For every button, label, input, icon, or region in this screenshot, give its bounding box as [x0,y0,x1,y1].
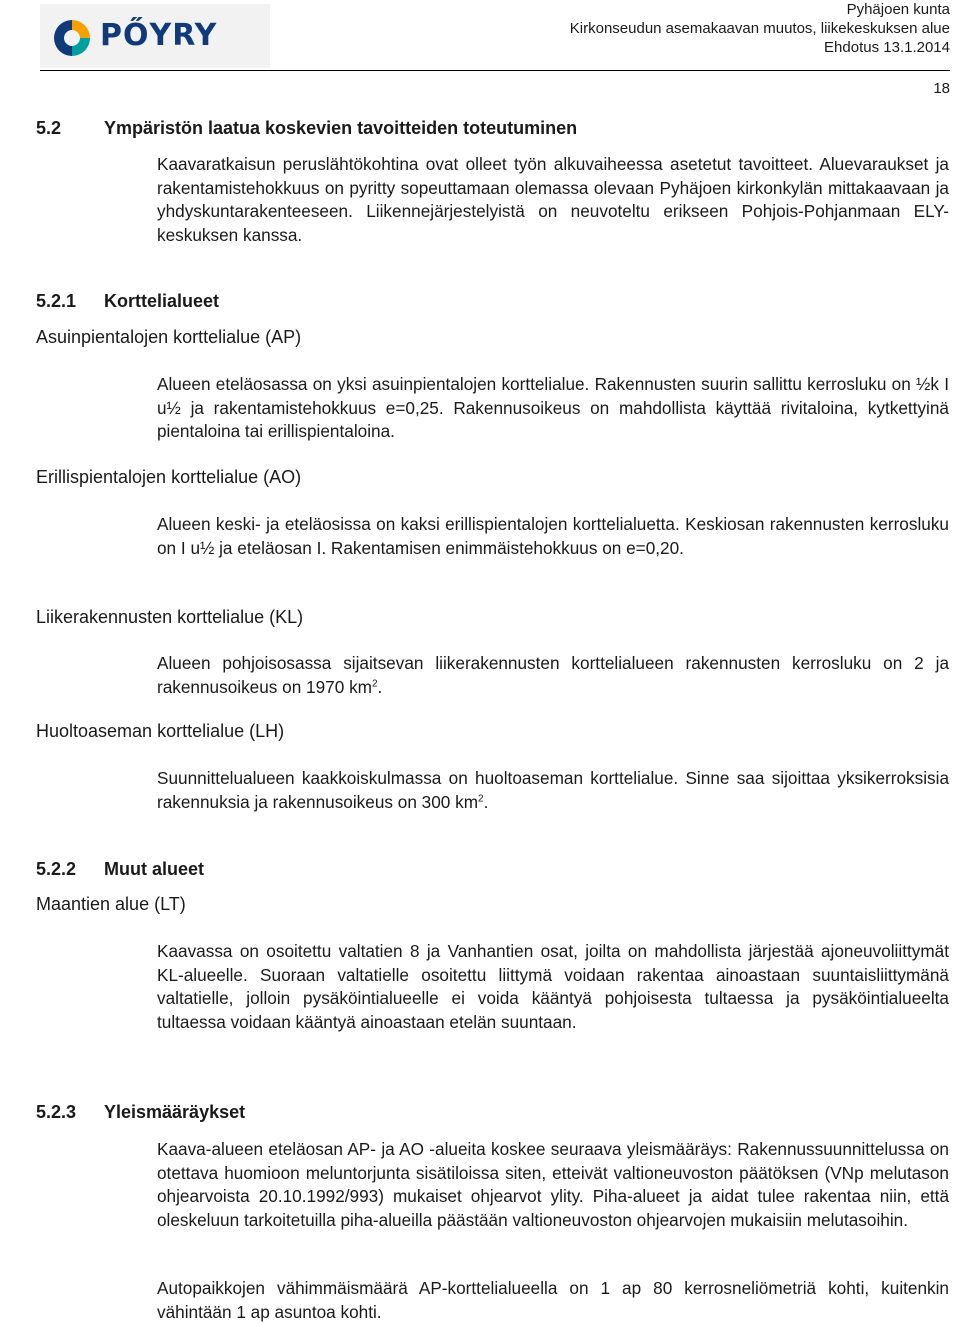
section-number: 5.2 [36,118,62,138]
header-status: Ehdotus 13.1.2014 [824,39,950,56]
poyry-logo-icon [50,16,94,60]
section-number: 5.2.1 [36,291,77,311]
lh-text: Suunnittelualueen kaakkoiskulmassa on huoltoaseman korttelialue. Sinne saa sijoittaa yksikerroksisia rakennuksia ja rakennusoikeus on 300 km [157,768,949,812]
subheading-kl: Liikerakennusten korttelialue (KL) [36,607,304,627]
paragraph-lt: Kaavassa on osoitettu valtatien 8 ja Vanhantien osat, joilta on mahdollista järjestää ajoneuvoliittymät KL-alueelle. Suoraan valtatielle osoitettu liittymä voidaan rakentaa ainoastaan suuntaisliittymänä valtatielle, jolloin pysäköintialueelle ei voida kääntyä pohjoisesta tultaessa ja pysäköintialueelta tultaessa voidaan kääntyä ainoastaan etelän suuntaan. [157,941,949,1032]
section-5-2-2-heading [36,859,204,880]
superscript: 2 [478,792,484,804]
paragraph-ao: Alueen keski- ja eteläosissa on kaksi erillispientalojen korttelialuetta. Keskiosan rakennusten kerrosluku on I u½ ja eteläosan I. Rakentamisen enimmäistehokkuus on e=0,20. [157,514,949,558]
section-title: Muut alueet [104,859,205,879]
paragraph-lh [157,767,949,814]
subheading-ap: Asuinpientalojen korttelialue (AP) [36,327,302,347]
section-title: Korttelialueet [104,291,220,311]
logo-wordmark: PŐYRY [100,18,218,53]
paragraph-general-2: Autopaikkojen vähimmäismäärä AP-korttelialueella on 1 ap 80 kerrosneliömetriä kohti, kuitenkin vähintään 1 ap asuntoa kohti. [157,1278,949,1322]
kl-end: . [377,676,383,697]
kl-text: Alueen pohjoisosassa sijaitsevan liikerakennusten korttelialueen rakennusten kerrosluku on 2 ja rakennusoikeus on 1970 km [157,653,949,697]
section-title: Yleismääräykset [104,1102,246,1122]
section-number: 5.2.3 [36,1102,77,1122]
document-header [570,0,950,57]
section-5-2-heading [36,118,577,139]
paragraph-ap: Alueen eteläosassa on yksi asuinpientalojen korttelialue. Rakennusten suurin sallittu kerrosluku on ½k I u½ ja rakentamistehokkuus e=0,25. Rakennusoikeus on mahdollista käyttää rivitaloina, kytkettyinä pientaloina tai erillispientaloina. [157,374,949,441]
subheading-ao: Erillispientalojen korttelialue (AO) [36,467,302,487]
superscript: 2 [371,677,378,689]
paragraph-general-1: Kaava-alueen eteläosan AP- ja AO -alueita koskee seuraava yleismääräys: Rakennussuunnittelussa on otettava huomioon meluntorjunta sisätiloissa siten, etteivät valtioneuvoston päätöksen (VNp melutason ohjearvoista 20.10.1992/993) mukaiset ohjearvot ylity. Piha-alueet ja aidat tulee rakentaa niin, että oleskeluun tarkoitetuilla piha-alueilla päästään valtioneuvoston ohjearvojen mukaisiin melutasoihin. [157,1139,949,1230]
paragraph: Kaavaratkaisun peruslähtökohtina ovat olleet työn alkuvaiheessa asetetut tavoitteet. Aluevaraukset ja rakentamistehokkuus on pyritty sopeuttamaan olemassa olevaan Pyhäjoen kirkonkylän mittakaavaan ja yhdyskuntarakenteeseen. Liikennejärjestelyistä on neuvoteltu erikseen Pohjois-Pohjanmaan ELY-keskuksen kanssa. [157,154,949,245]
section-5-2-3-heading [36,1102,245,1123]
section-5-2-1-heading [36,291,219,312]
header-project: Kirkonseudun asemakaavan muutos, liikekeskuksen alue [569,20,950,37]
page-number: 18 [933,80,950,97]
header-municipality: Pyhäjoen kunta [846,1,950,18]
lh-end: . [483,791,489,812]
subheading-lt: Maantien alue (LT) [36,894,186,914]
subheading-lh: Huoltoaseman korttelialue (LH) [36,721,285,741]
section-title: Ympäristön laatua koskevien tavoitteiden toteutuminen [104,118,578,138]
section-number: 5.2.2 [36,859,77,879]
poyry-logo [40,4,270,68]
paragraph-kl [157,652,949,699]
header-divider [40,70,950,71]
